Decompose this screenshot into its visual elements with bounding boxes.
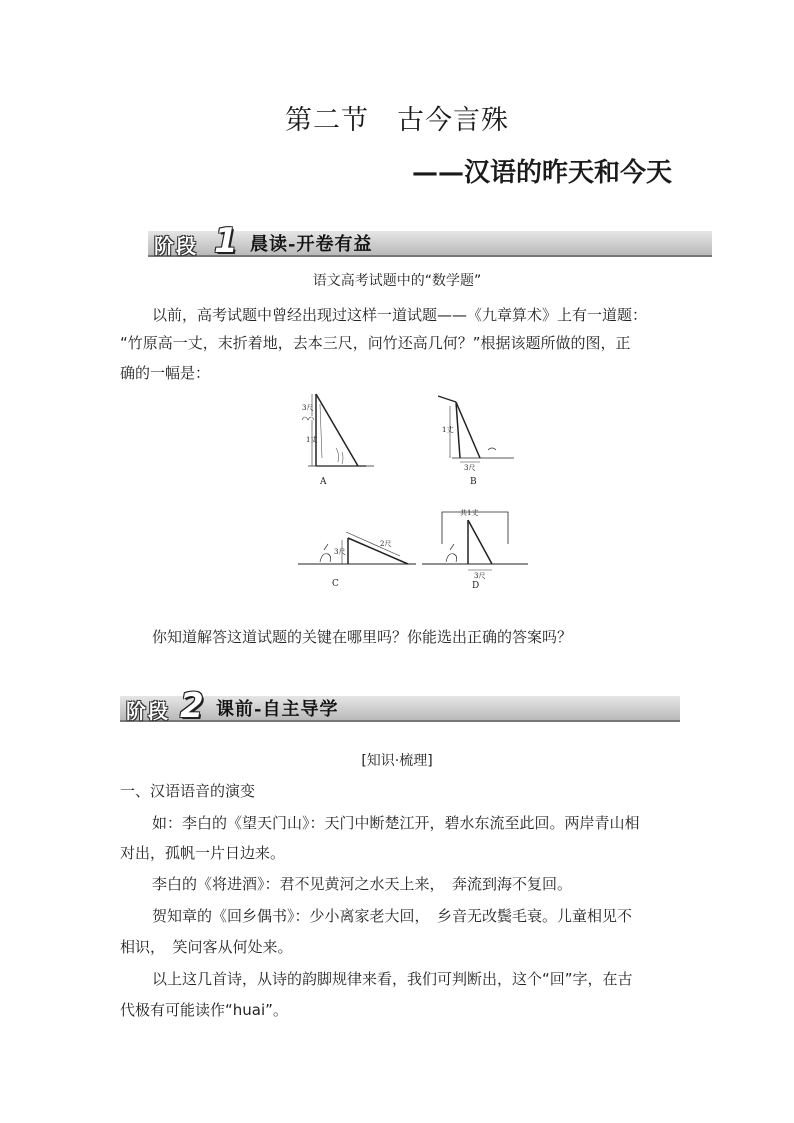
stage-2-banner xyxy=(120,686,680,726)
figure-a-diagram xyxy=(296,390,376,490)
stage-1-number: 1 xyxy=(214,221,238,261)
figure-d-label-1: 共1丈 xyxy=(460,509,479,517)
reading-question: 你知道解答这道试题的关键在哪里吗？你能选出正确的答案吗？ xyxy=(152,628,573,646)
reading-line-3: 确的一幅是： xyxy=(120,364,211,382)
heading-phonetics: 一、汉语语音的演变 xyxy=(120,782,256,800)
study-line-1: 如：李白的《望天门山》：天门中断楚江开，碧水东流至此回。两岸青山相 xyxy=(152,814,640,832)
figure-b xyxy=(430,390,526,490)
figure-b-label-2: 3尺 xyxy=(464,464,476,472)
stage-2-text: 课前-自主导学 xyxy=(216,699,339,720)
figure-d xyxy=(420,504,530,594)
figure-d-label-2: 3尺 xyxy=(474,572,486,580)
reading-heading: 语文高考试题中的“数学题” xyxy=(312,273,482,289)
stage-2-label: 阶段 xyxy=(126,699,170,723)
figure-a-label-1: 3尺 xyxy=(302,404,314,412)
figure-c-diagram xyxy=(296,524,420,594)
study-line-4: 贺知章的《回乡偶书》：少小离家老大回， 乡音无改鬓毛衰。儿童相见不 xyxy=(152,907,633,925)
figure-a-label-2: 1丈 xyxy=(306,436,318,444)
figure-a xyxy=(296,390,376,490)
stage-2-bar xyxy=(120,696,680,722)
figure-c-label-1: 2尺 xyxy=(380,540,392,548)
figure-b-caption: B xyxy=(470,477,477,487)
section-title: 第二节 古今言殊 xyxy=(285,105,509,136)
stage-1-text: 晨读-开卷有益 xyxy=(250,234,373,255)
knowledge-tag: [知识·梳理] xyxy=(361,753,433,769)
figure-b-diagram xyxy=(430,390,526,490)
figure-c xyxy=(296,524,420,594)
figure-d-caption: D xyxy=(472,581,480,591)
stage-2-number: 2 xyxy=(180,686,204,726)
study-line-7: 代极有可能读作“huai”。 xyxy=(120,1001,288,1019)
reading-line-1: 以前，高考试题中曾经出现过这样一道试题——《九章算术》上有一道题： xyxy=(152,306,648,324)
figure-d-diagram xyxy=(420,504,530,594)
section-subtitle: ——汉语的昨天和今天 xyxy=(411,158,672,188)
stage-1-banner xyxy=(148,221,712,261)
study-line-5: 相识， 笑问客从何处来。 xyxy=(120,938,293,956)
stage-1-label: 阶段 xyxy=(154,234,198,258)
study-line-2: 对出，孤帆一片日边来。 xyxy=(120,844,286,862)
figure-a-caption: A xyxy=(320,477,327,487)
study-line-6: 以上这几首诗，从诗的韵脚规律来看，我们可判断出，这个“回”字，在古 xyxy=(152,970,633,988)
figure-c-label-2: 3尺 xyxy=(334,548,346,556)
figure-c-caption: C xyxy=(332,579,339,589)
study-line-3: 李白的《将进酒》：君不见黄河之水天上来， 奔流到海不复回。 xyxy=(152,875,573,893)
figure-b-label-1: 1丈 xyxy=(442,426,454,434)
reading-line-2: “竹原高一丈，末折着地，去本三尺，问竹还高几何？”根据该题所做的图，正 xyxy=(120,334,631,352)
